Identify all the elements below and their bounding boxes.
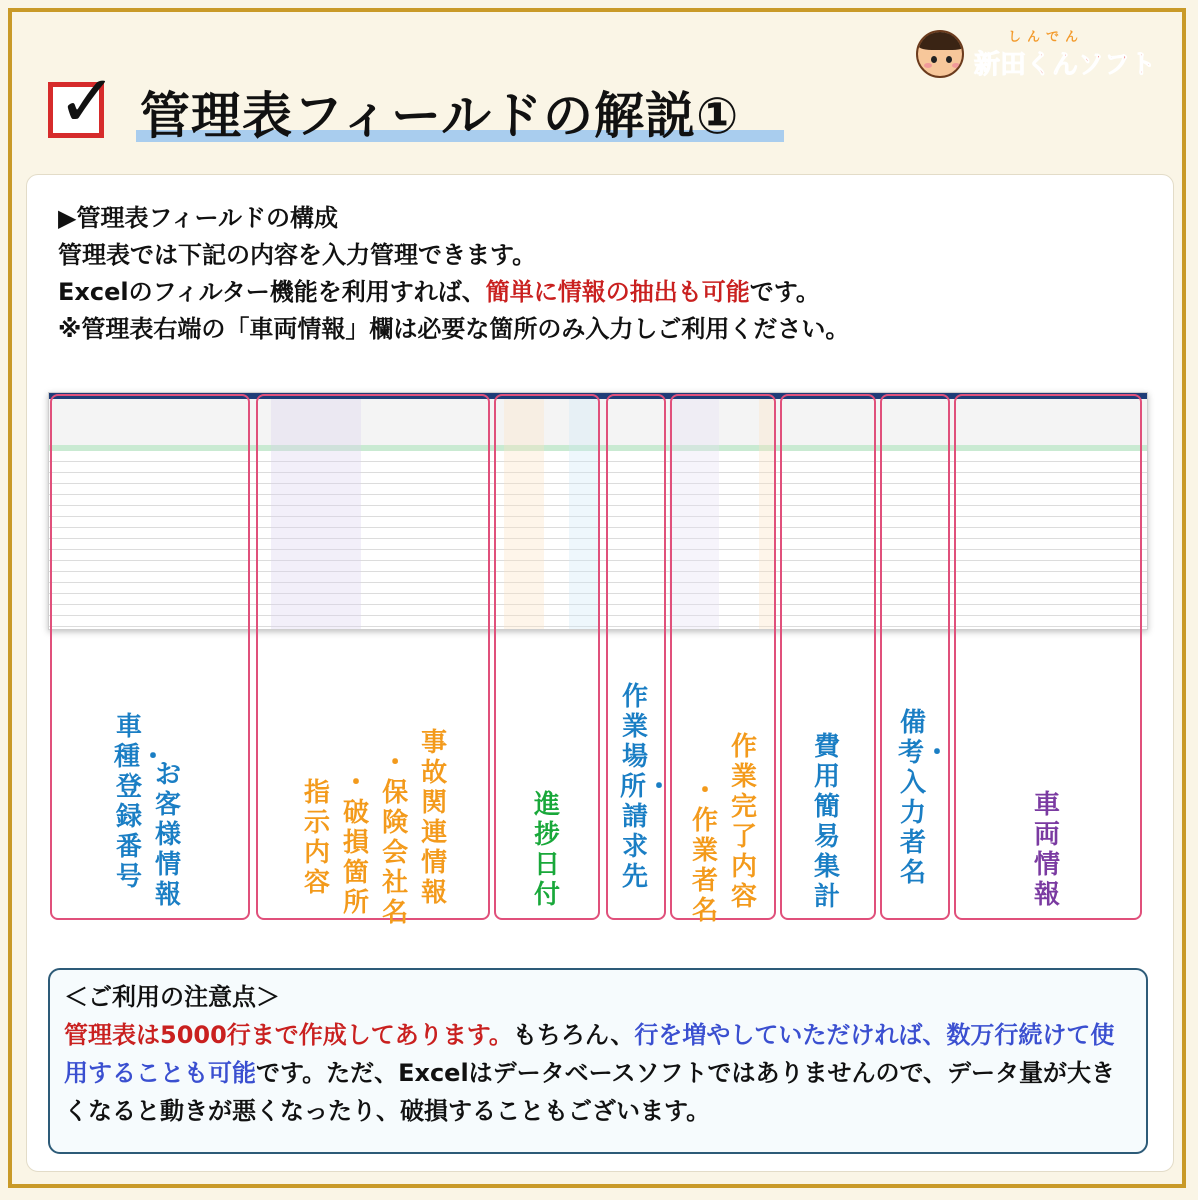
page-header — [48, 59, 748, 152]
intro-text — [58, 200, 849, 348]
field-label-cost: 費用簡易集計 — [813, 732, 840, 912]
mascot-face-icon — [916, 30, 964, 78]
intro-line-3: Excelのフィルター機能を利用すれば、簡単に情報の抽出も可能です。 — [58, 278, 820, 306]
field-label-customer: 車種・登録番号 お客様情報 — [114, 712, 182, 910]
intro-line-2: 管理表では下記の内容を入力管理できます。 — [58, 241, 537, 269]
field-label-workplace: 作業場所・請求先 — [620, 682, 673, 892]
field-label-accident: 指示内容 ・破損箇所 ・保険会社名 事故関連情報 — [303, 728, 448, 928]
field-label-work-done: ・作業者名 作業完了内容 — [691, 732, 758, 926]
intro-heading: ▶管理表フィールドの構成 — [58, 204, 339, 232]
usage-note — [48, 968, 1148, 1154]
brand-logo — [916, 30, 1166, 80]
field-label-remarks: 備考・入力者名 — [898, 708, 951, 888]
field-label-vehicle: 車両情報 — [1033, 790, 1060, 910]
check-box-icon — [48, 59, 118, 143]
intro-line-4: ※管理表右端の「車両情報」欄は必要な箇所のみ入力しご利用ください。 — [58, 315, 850, 343]
intro-emphasis: 簡単に情報の抽出も可能 — [485, 278, 750, 306]
brand-furigana: しんでん — [1008, 30, 1085, 45]
brand-name: 新田くんソフト — [974, 50, 1157, 80]
note-heading: ＜ご利用の注意点＞ — [64, 983, 280, 1011]
field-label-progress: 進捗日付 — [533, 790, 560, 910]
note-body: 管理表は5000行まで作成してあります。もちろん、行を増やしていただければ、数万行続けて使用することも可能です。ただ、Excelはデータベースソフトではありませんので、データ量が大きくなると動きが悪くなったり、破損することもございます。 — [64, 1021, 1116, 1125]
page-title: 管理表フィールドの解説① — [140, 87, 740, 145]
checkmark-icon: ✓ — [57, 59, 118, 143]
